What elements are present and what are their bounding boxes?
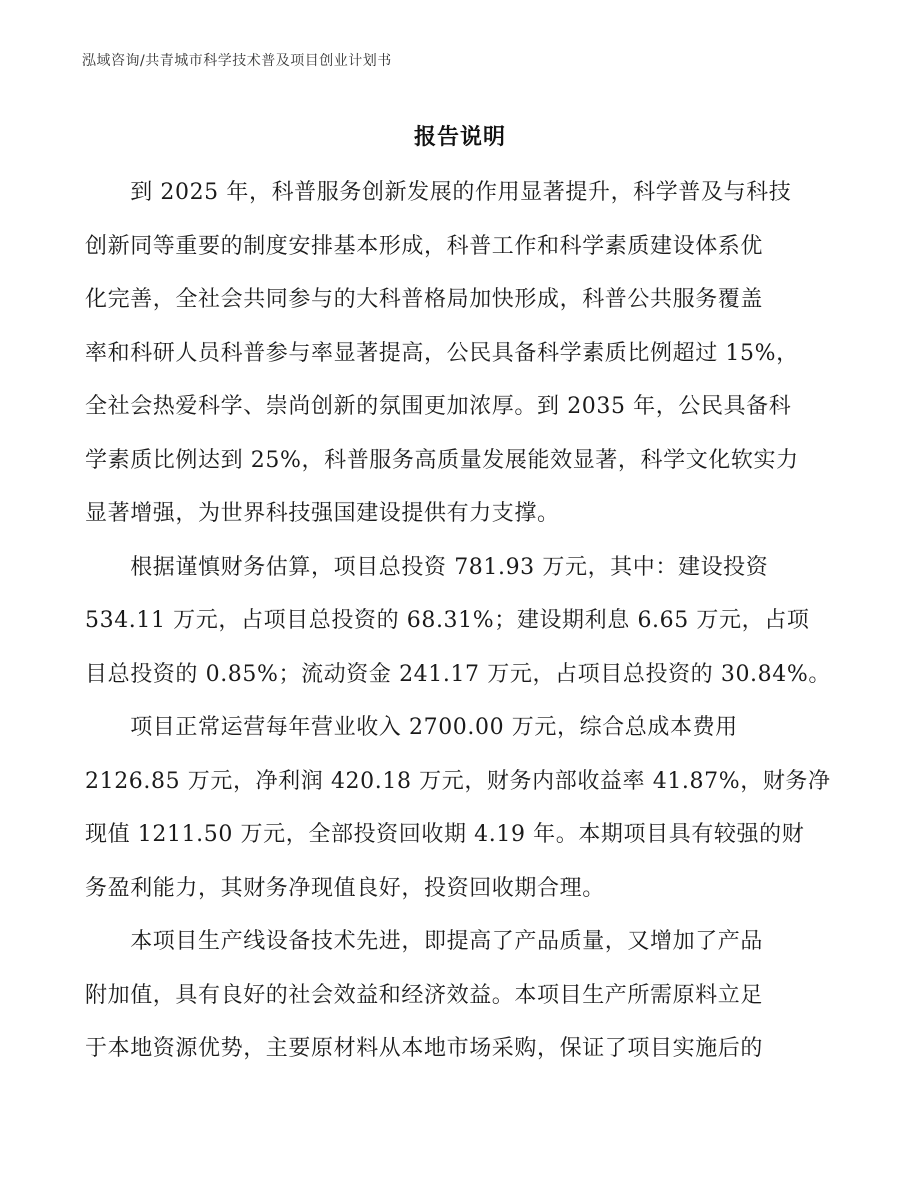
- text-line: 化完善，全社会共同参与的大科普格局加快形成，科普公共服务覆盖: [85, 287, 764, 312]
- text-line: 534.11 万元，占项目总投资的 68.31%；建设期利息 6.65 万元，占项: [85, 608, 810, 633]
- text-line: 现值 1211.50 万元，全部投资回收期 4.19 年。本期项目具有较强的财: [85, 822, 805, 847]
- text-line: 项目正常运营每年营业收入 2700.00 万元，综合总成本费用: [85, 715, 738, 740]
- paragraph-financials: [85, 701, 835, 915]
- paragraph-production: [85, 915, 835, 1076]
- running-header: 泓域咨询/共青城市科学技术普及项目创业计划书: [82, 53, 392, 69]
- text-line: 率和科研人员科普参与率显著提高，公民具备科学素质比例超过 15%，: [85, 340, 799, 366]
- text-line: 2126.85 万元，净利润 420.18 万元，财务内部收益率 41.87%，财务净: [85, 768, 831, 794]
- section-title: 报告说明: [413, 124, 506, 150]
- text-line: 附加值，具有良好的社会效益和经济效益。本项目生产所需原料立足: [85, 982, 764, 1008]
- text-line: 于本地资源优势，主要原材料从本地市场采购，保证了项目实施后的: [85, 1036, 764, 1061]
- text-line: 目总投资的 0.85%；流动资金 241.17 万元，占项目总投资的 30.84%。: [85, 661, 831, 687]
- text-line: 学素质比例达到 25%，科普服务高质量发展能效显著，科学文化软实力: [85, 447, 799, 473]
- text-line: 创新同等重要的制度安排基本形成，科普工作和科学素质建设体系优: [85, 233, 764, 259]
- paragraph-vision: [85, 166, 835, 541]
- text-line: 到 2025 年，科普服务创新发展的作用显著提升，科学普及与科技: [85, 180, 792, 205]
- text-line: 全社会热爱科学、崇尚创新的氛围更加浓厚。到 2035 年，公民具备科: [85, 394, 792, 419]
- paragraph-investment: [85, 541, 835, 702]
- text-line: 本项目生产线设备技术先进，即提高了产品质量，又增加了产品: [85, 929, 764, 954]
- text-line: 根据谨慎财务估算，项目总投资 781.93 万元，其中：建设投资: [85, 554, 769, 580]
- text-line: 显著增强，为世界科技强国建设提供有力支撑。: [85, 501, 560, 526]
- text-line: 务盈利能力，其财务净现值良好，投资回收期合理。: [85, 875, 605, 901]
- document-body: [85, 166, 835, 1076]
